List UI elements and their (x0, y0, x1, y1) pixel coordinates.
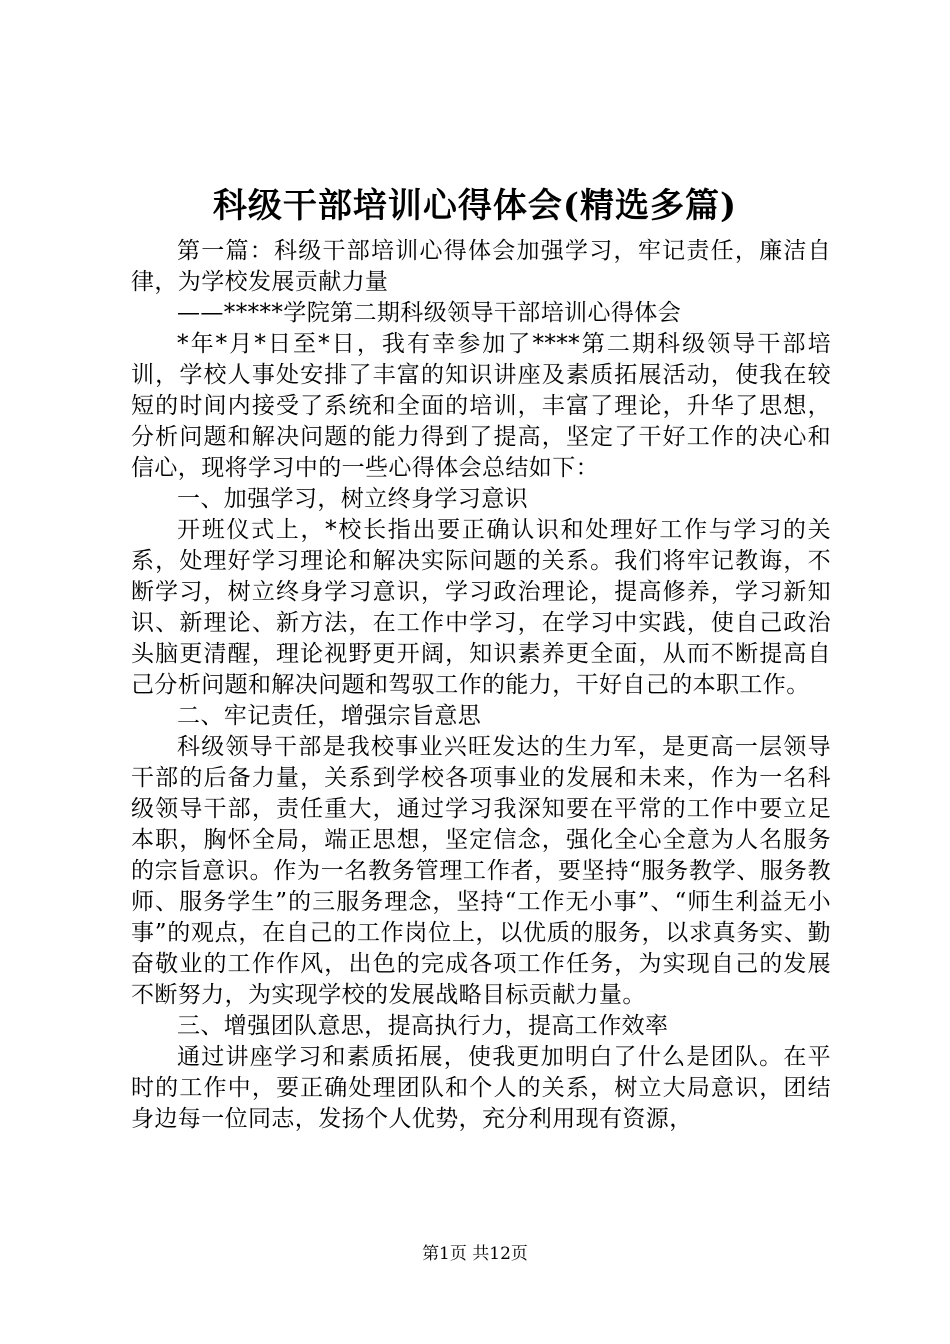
paragraph: *年*月*日至*日，我有幸参加了****第二期科级领导干部培训，学校人事处安排了丰富的知识讲座及素质拓展活动，使我在较短的时间内接受了系统和全面的培训，丰富了理论，升华了思想，分析问题和解决问题的能力得到了提高，坚定了干好工作的决心和信心，现将学习中的一些心得体会总结如下： (131, 331, 831, 481)
paragraph: 通过讲座学习和素质拓展，使我更加明白了什么是团队。在平时的工作中，要正确处理团队和个人的关系，树立大局意识，团结身边每一位同志，发扬个人优势，充分利用现有资源， (131, 1044, 831, 1132)
paragraph-subtitle: ——*****学院第二期科级领导干部培训心得体会 (177, 300, 682, 326)
document-title: 科级干部培训心得体会(精选多篇) (212, 186, 738, 226)
paragraph: 开班仪式上，*校长指出要正确认识和处理好工作与学习的关系，处理好学习理论和解决实际问题的关系。我们将牢记教诲，不断学习，树立终身学习意识，学习政治理论，提高修养，学习新知识、新理论、新方法，在工作中学习，在学习中实践，使自己政治头脑更清醒，理论视野更开阔，知识素养更全面，从而不断提高自己分析问题和解决问题和驾驭工作的能力，干好自己的本职工作。 (131, 517, 831, 698)
section-heading: 一、加强学习，树立终身学习意识 (177, 486, 528, 512)
page-footer: 第1页 共12页 (422, 1244, 528, 1264)
section-heading: 二、牢记责任，增强宗旨意思 (177, 703, 482, 729)
document-body (131, 236, 831, 1135)
section-heading: 三、增强团队意思，提高执行力，提高工作效率 (177, 1013, 669, 1039)
paragraph: 第一篇：科级干部培训心得体会加强学习，牢记责任，廉洁自律，为学校发展贡献力量 (131, 238, 831, 295)
paragraph: 科级领导干部是我校事业兴旺发达的生力军，是更高一层领导干部的后备力量，关系到学校各项事业的发展和未来，作为一名科级领导干部，责任重大，通过学习我深知要在平常的工作中要立足本职，胸怀全局，端正思想，坚定信念，强化全心全意为人名服务的宗旨意识。作为一名教务管理工作者，要坚持“服务教学、服务教师、服务学生”的三服务理念，坚持“工作无小事”、“师生利益无小事”的观点，在自己的工作岗位上，以优质的服务，以求真务实、勤奋敬业的工作作风，出色的完成各项工作任务，为实现自己的发展不断努力，为实现学校的发展战略目标贡献力量。 (131, 734, 831, 1008)
